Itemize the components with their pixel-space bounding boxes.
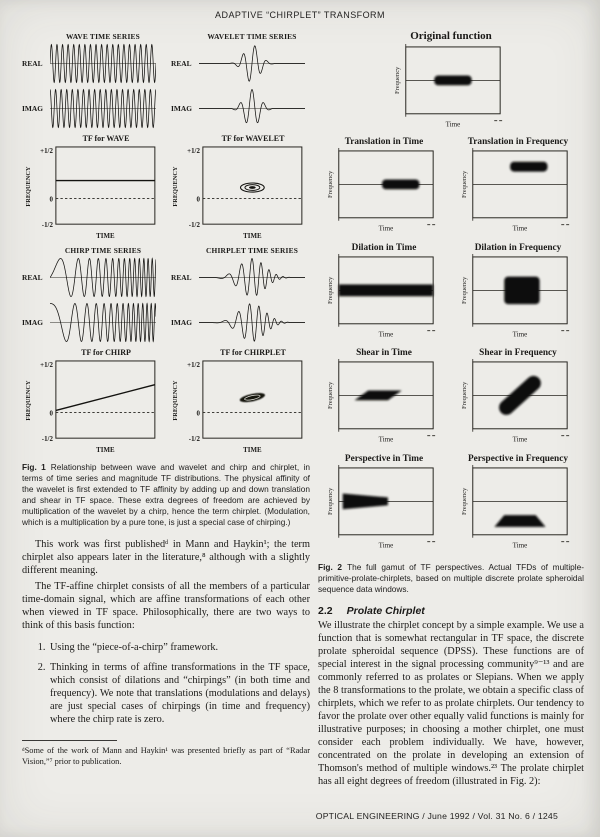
tick-minus-half: -1/2	[41, 222, 53, 230]
tf-wave-title: TF for WAVE	[82, 134, 130, 143]
time-axis-label: Time	[378, 330, 394, 339]
tf-chirplet-plot	[169, 348, 310, 454]
tf-blob	[343, 493, 388, 509]
fig1-row-wave-wavelet	[22, 32, 310, 131]
time-axis-label: Time	[378, 541, 394, 550]
imag-label: IMAG	[171, 104, 192, 113]
fig1-caption-text: Relationship between wave and wavelet and chirp and chirplet, in terms of time series and magnitude TF distributions. The physical affinity of the wavelet is first extended to TF affinity by adding up and down translation and shear in TF space. These extra degrees of freedom are achieved by multiplication of the wavelet by a chirp, hence the term chirplet. (Modulation, which is a multiplication by a pure tone, is just a special case of chirping.)	[22, 462, 310, 528]
frequency-axis-label: Frequency	[326, 276, 334, 304]
chirp-imag-row	[22, 300, 161, 345]
chirplet-real-waveform	[199, 255, 305, 300]
chirplet-series-title: CHIRPLET TIME SERIES	[205, 246, 299, 255]
frequency-axis-label: FREQUENCY	[25, 166, 33, 207]
tick-minus-half: -1/2	[188, 222, 200, 230]
fig2-plot-shear-time	[325, 358, 443, 448]
real-label: REAL	[22, 59, 43, 68]
wave-imag-waveform	[50, 86, 156, 131]
tick-zero: 0	[196, 196, 200, 204]
fig2-panel-perspective-freq	[459, 454, 577, 554]
tf-blob	[339, 284, 433, 296]
fig2-plot-translate-freq	[459, 147, 577, 237]
left-column	[22, 32, 310, 767]
real-label: REAL	[22, 273, 43, 282]
fig2-plot-dilate-time	[325, 253, 443, 343]
chirp-real-waveform	[50, 255, 156, 300]
imag-label: IMAG	[22, 318, 43, 327]
fig2-panel-title: Shear in Time	[356, 348, 412, 359]
tick-zero: 0	[196, 410, 200, 418]
fig2-panel-perspective-time	[325, 454, 443, 554]
tf-blob	[355, 391, 402, 401]
wave-real-waveform	[50, 41, 156, 86]
wave-real-row	[22, 41, 161, 86]
section-number: 2.2	[318, 605, 333, 618]
chirp-imag-waveform	[50, 300, 156, 345]
wavelet-real-waveform	[199, 41, 305, 86]
fig2-panel-shear-time	[325, 348, 443, 448]
real-label: REAL	[171, 273, 192, 282]
tf-blob	[504, 277, 539, 305]
tf-chirp-title: TF for CHIRP	[81, 348, 131, 357]
tick-plus-half: +1/2	[40, 147, 53, 155]
time-axis-label: Time	[378, 435, 394, 444]
fig2-panel-title: Translation in Time	[344, 137, 424, 148]
footnote-rule	[22, 740, 117, 741]
tf-chirplet-title: TF for CHIRPLET	[220, 348, 286, 357]
time-axis-label: Time	[378, 225, 394, 234]
wave-imag-row	[22, 86, 161, 131]
tf-wavelet-plot	[169, 134, 310, 240]
time-axis-label: Time	[445, 120, 461, 129]
frequency-axis-label: Frequency	[326, 487, 334, 515]
fig1-row-tf-chirp-chirplet	[22, 348, 310, 454]
fig2-caption-text: The full gamut of TF perspectives. Actual TFDs of multiple-primitive-prolate-chirplets, based on multiple discrete prolate spheroidal sequence data windows.	[318, 562, 585, 595]
frequency-axis-label: Frequency	[326, 171, 334, 199]
frequency-axis-label: Frequency	[393, 66, 401, 95]
running-head: ADAPTIVE “CHIRPLET” TRANSFORM	[215, 10, 385, 20]
fig2-panel-title: Perspective in Frequency	[467, 453, 568, 464]
right-column	[318, 30, 584, 789]
tick-zero: 0	[49, 410, 53, 418]
tick-plus-half: +1/2	[187, 147, 200, 155]
frequency-axis-label: Frequency	[460, 382, 468, 410]
fig2-grid	[318, 137, 584, 554]
time-axis-label: Time	[512, 541, 528, 550]
fig2-panel-dilate-time	[325, 243, 443, 343]
wavelet-time-series-panel	[171, 32, 310, 131]
fig2-plot-perspective-time	[325, 464, 443, 554]
figure-2	[318, 30, 584, 554]
time-axis-label: Time	[512, 225, 528, 234]
wavelet-series-title: WAVELET TIME SERIES	[207, 32, 297, 41]
tick-minus-half: -1/2	[188, 436, 200, 444]
list-item: 2. Thinking in terms of affine transformations in the TF space, which consist of dilations and “chirpings” (in both time and frequency). We note that translations (modulations and delays) are just special cases of chirpings (in time and frequency) where the chirp rate is zero.	[48, 662, 310, 727]
time-axis-label: TIME	[243, 233, 262, 240]
wave-time-series-panel	[22, 32, 161, 131]
tf-chirplet-canvas	[169, 357, 310, 454]
fig2-panel-translate-time	[325, 137, 443, 237]
wavelet-imag-row	[171, 86, 310, 131]
frequency-axis-label: Frequency	[460, 276, 468, 304]
fig2-plot-dilate-freq	[459, 253, 577, 343]
tf-blob	[494, 515, 545, 527]
tf-wavelet-title: TF for WAVELET	[221, 134, 285, 143]
chirplet-real-row	[171, 255, 310, 300]
tick-zero: 0	[49, 196, 53, 204]
section-body: We illustrate the chirplet concept by a simple example. We use a function that is somewhat rectangular in TF space, the discrete prolate spheroidal sequence (DPSS). These functions are of special interest in the signal processing community⁹⁻¹³ and are commonly referred to as prolates or Slepians. When we apply the 8 transformations to the prolate, we obtain a specific class of chirplets, which we refer to as prolate chirplets. Our tendency to favor the prolate over other equally valid functions is mainly for illustrative purposes; in choosing a mother chirplet, one must consider each problem individually. We have, however, concentrated on the prolate in developing an extension of Thomson's method of multiple windows.²³ The prolate chirplet has all eight degrees of freedom (illustrated in Fig. 2):	[318, 620, 584, 787]
frequency-axis-label: FREQUENCY	[172, 166, 180, 207]
chirplet-tf-ellipse	[239, 391, 266, 404]
wavelet-imag-waveform	[199, 86, 305, 131]
frequency-axis-label: FREQUENCY	[25, 380, 33, 421]
list-item: 1. Using the “piece-of-a-chirp” framework.	[48, 642, 310, 655]
figure-1	[22, 32, 310, 454]
fig2-panel-translate-freq	[459, 137, 577, 237]
wavelet-real-row	[171, 41, 310, 86]
tf-blob	[382, 180, 419, 190]
chirp-real-row	[22, 255, 161, 300]
tick-minus-half: -1/2	[41, 436, 53, 444]
tick-plus-half: +1/2	[40, 361, 53, 369]
fig2-caption	[318, 562, 584, 595]
imag-label: IMAG	[22, 104, 43, 113]
tf-wavelet-canvas	[169, 143, 310, 240]
time-axis-label: Time	[512, 330, 528, 339]
wave-series-title: WAVE TIME SERIES	[66, 32, 140, 41]
fig2-panel-title: Dilation in Time	[351, 242, 417, 253]
fig2-plot-original	[392, 43, 510, 133]
wavelet-tf-ellipse	[240, 183, 264, 192]
footnote: ᵈSome of the work of Mann and Haykin¹ was presented briefly as part of “Radar Vision,”⁷ prior to publication.	[22, 745, 310, 766]
chirp-time-series-panel	[22, 246, 161, 345]
tf-wave-canvas	[22, 143, 163, 240]
frequency-axis-label: Frequency	[326, 382, 334, 410]
fig1-caption-label: Fig. 1	[22, 462, 46, 472]
fig2-panel-title: Dilation in Frequency	[474, 242, 562, 253]
fig2-caption-label: Fig. 2	[318, 562, 343, 573]
real-label: REAL	[171, 59, 192, 68]
chirplet-imag-row	[171, 300, 310, 345]
fig2-panel-title: Translation in Frequency	[467, 137, 569, 148]
page-footer: OPTICAL ENGINEERING / June 1992 / Vol. 31 No. 6 / 1245	[315, 811, 558, 821]
tick-plus-half: +1/2	[187, 361, 200, 369]
tf-blob	[434, 75, 471, 85]
section-title: Prolate Chirplet	[346, 605, 425, 618]
tf-chirp-plot	[22, 348, 163, 454]
fig1-row-chirp-chirplet	[22, 246, 310, 345]
frequency-axis-label: Frequency	[460, 487, 468, 515]
frequency-axis-label: FREQUENCY	[172, 380, 180, 421]
time-axis-label: TIME	[96, 233, 115, 240]
tf-wave-plot	[22, 134, 163, 240]
chirp-tf-line	[56, 385, 155, 411]
paragraph: This work was first publishedᵈ in Mann and Haykin¹; the term chirplet also appears later in the literature,⁸ although with a slightly different meaning.	[22, 539, 310, 577]
fig2-panel-title: Original function	[410, 30, 492, 42]
fig2-plot-translate-time	[325, 147, 443, 237]
fig2-panel-title: Perspective in Time	[344, 453, 424, 464]
chirplet-time-series-panel	[171, 246, 310, 345]
tf-blob	[510, 162, 547, 172]
chirp-series-title: CHIRP TIME SERIES	[64, 246, 142, 255]
fig1-row-tf-wave-wavelet	[22, 134, 310, 240]
fig2-plot-shear-freq	[459, 358, 577, 448]
fig2-plot-perspective-freq	[459, 464, 577, 554]
frequency-axis-label: Frequency	[460, 171, 468, 199]
tf-chirp-canvas	[22, 357, 163, 454]
fig1-caption	[22, 462, 310, 528]
fig2-panel-title: Shear in Frequency	[479, 348, 557, 359]
time-axis-label: TIME	[243, 447, 262, 454]
imag-label: IMAG	[171, 318, 192, 327]
basis-function-list	[28, 642, 310, 727]
paragraph: The TF-affine chirplet consists of all the members of a particular time-domain signal, which are affine transformations of each other when viewed in TF space. Philosophically, there are two ways to think of this basis function:	[22, 581, 310, 631]
fig2-panel-shear-freq	[459, 348, 577, 448]
time-axis-label: TIME	[96, 447, 115, 454]
fig2-panel-original	[392, 30, 510, 133]
fig2-panel-dilate-freq	[459, 243, 577, 343]
section-heading	[318, 605, 584, 617]
chirplet-imag-waveform	[199, 300, 305, 345]
time-axis-label: Time	[512, 435, 528, 444]
